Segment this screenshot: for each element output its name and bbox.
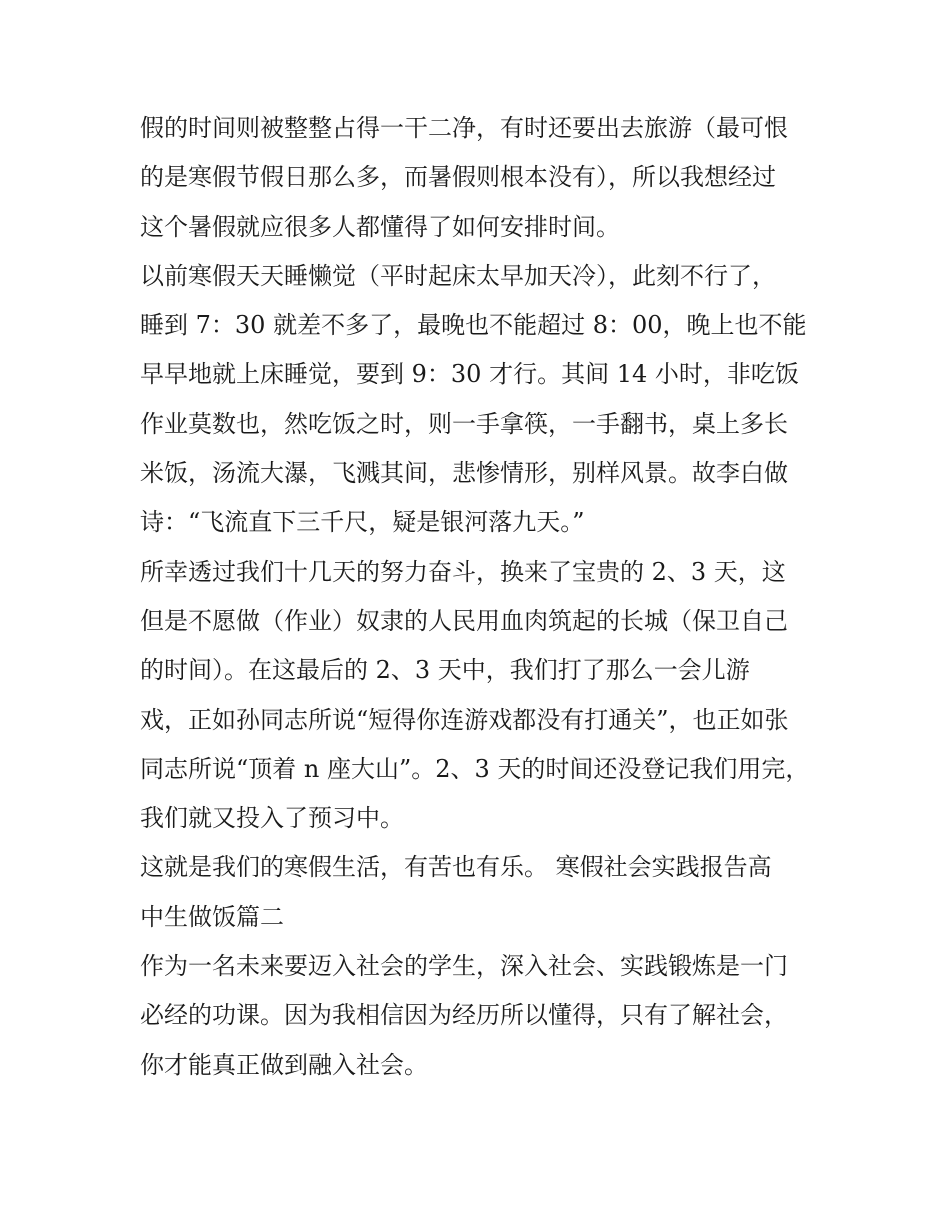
text-line: 米饭，汤流大瀑，飞溅其间，悲惨情形，别样风景。故李白做 — [140, 459, 788, 488]
text-line: 中生做饭篇二 — [140, 902, 284, 931]
text-line: 你才能真正做到融入社会。 — [140, 1050, 428, 1079]
text-line: 这就是我们的寒假生活，有苦也有乐。 寒假社会实践报告高 — [140, 853, 772, 882]
document-body — [140, 104, 830, 1090]
text-line: 的时间）。在这最后的 2、3 天中，我们打了那么一会儿游 — [140, 656, 750, 685]
text-line: 假的时间则被整整占得一干二净，有时还要出去旅游（最可恨 — [140, 114, 788, 142]
text-line: 必经的功课。因为我相信因为经历所以懂得，只有了解社会， — [140, 1001, 788, 1030]
text-line: 诗：“飞流直下三千尺，疑是银河落九天。” — [140, 508, 585, 537]
text-line: 的是寒假节假日那么多，而暑假则根本没有），所以我想经过 — [140, 163, 776, 192]
text-line: 但是不愿做（作业）奴隶的人民用血肉筑起的长城（保卫自己 — [140, 606, 788, 635]
text-line: 这个暑假就应很多人都懂得了如何安排时间。 — [140, 212, 620, 241]
text-line: 我们就又投入了预习中。 — [140, 804, 404, 833]
text-line: 作为一名未来要迈入社会的学生，深入社会、实践锻炼是一门 — [140, 952, 788, 981]
text-line: 所幸透过我们十几天的努力奋斗，换来了宝贵的 2、3 天，这 — [140, 557, 786, 586]
text-line: 作业莫数也，然吃饭之时，则一手拿筷，一手翻书，桌上多长 — [140, 409, 788, 438]
text-line: 同志所说“顶着 n 座大山”。2、3 天的时间还没登记我们用完， — [140, 754, 810, 783]
text-line: 早早地就上床睡觉，要到 9：30 才行。其间 14 小时，非吃饭 — [140, 360, 799, 389]
text-line: 以前寒假天天睡懒觉（平时起床太早加天冷），此刻不行了， — [140, 261, 776, 290]
text-line: 戏，正如孙同志所说“短得你连游戏都没有打通关”，也正如张 — [140, 705, 789, 734]
text-line: 睡到 7：30 就差不多了，最晚也不能超过 8：00，晚上也不能 — [140, 311, 807, 340]
